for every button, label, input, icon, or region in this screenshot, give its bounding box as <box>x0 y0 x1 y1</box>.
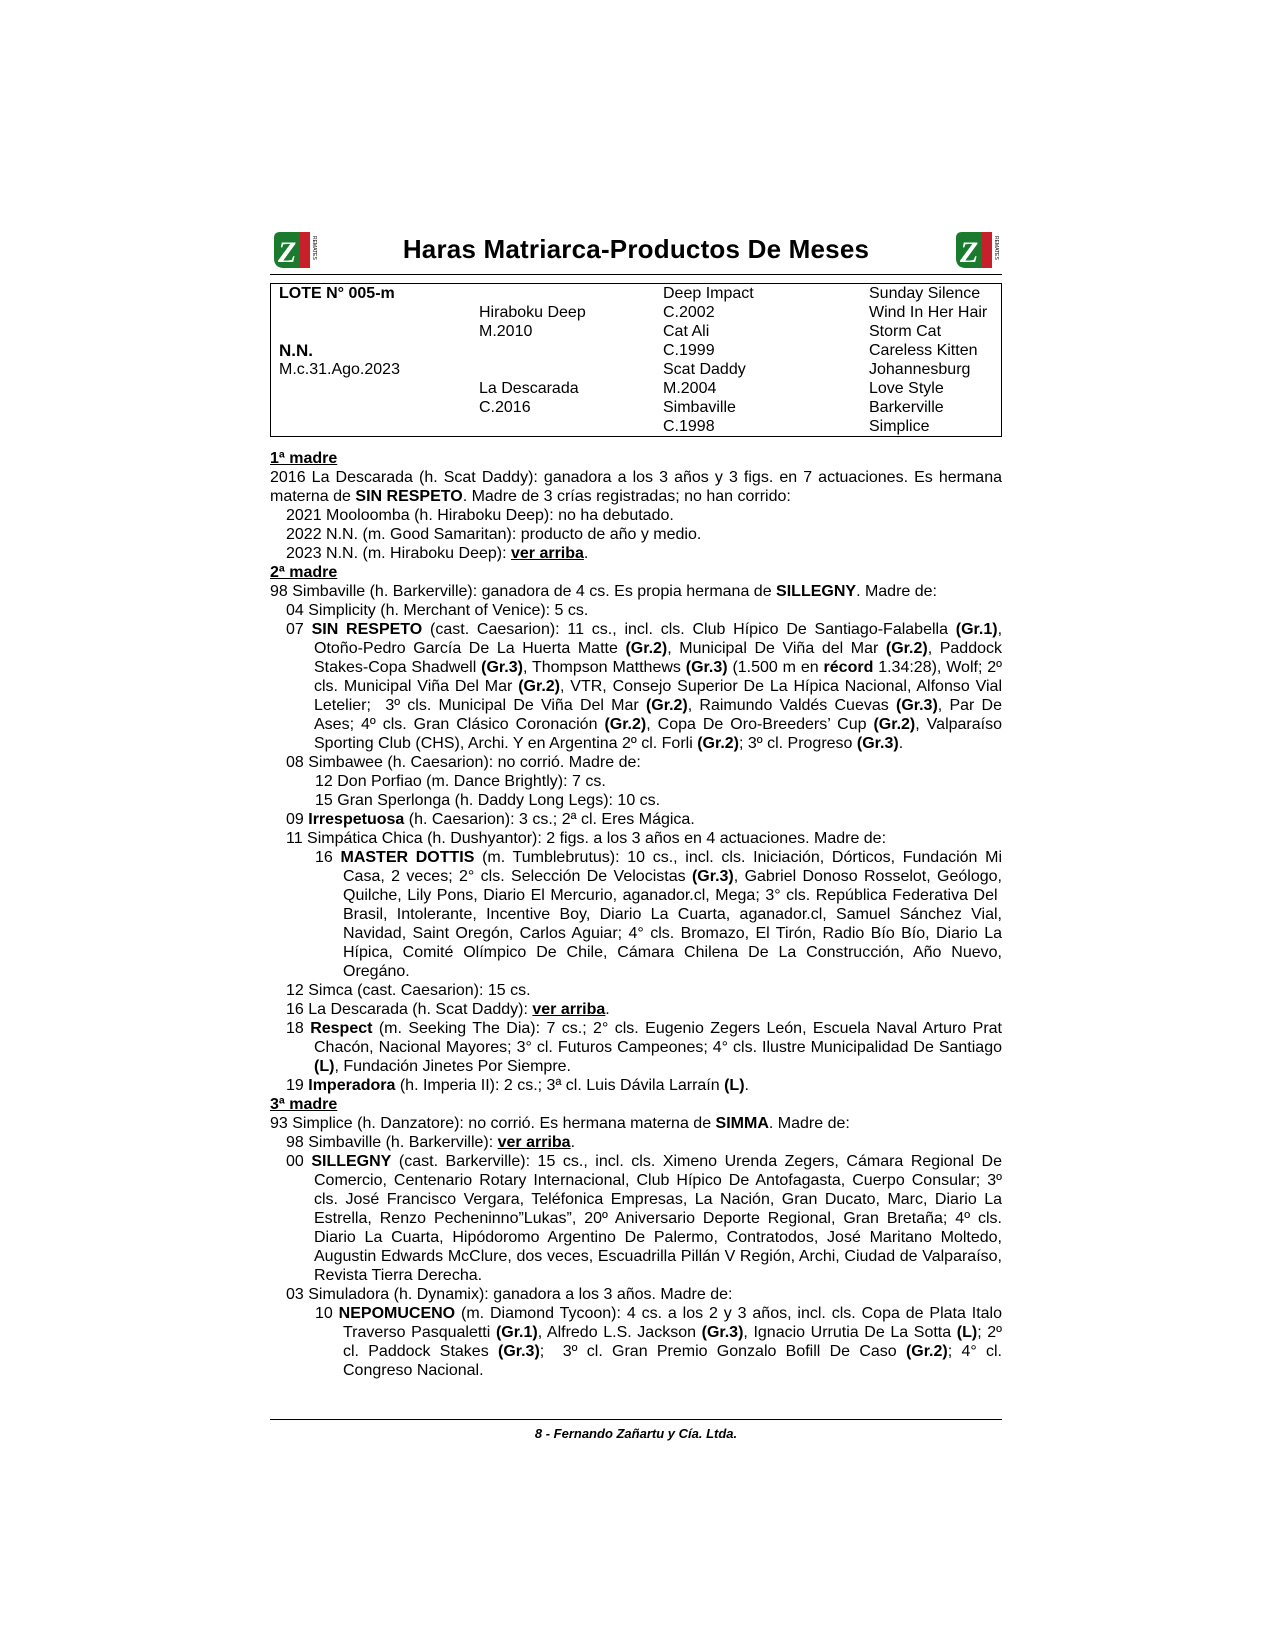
grandsire-2: Cat Ali <box>663 323 710 340</box>
family-text <box>270 449 1002 1380</box>
list-item: 12 Simca (cast. Caesarion): 15 cs. <box>286 982 531 999</box>
list-item: 98 Simbaville (h. Barkerville): ver arriba. <box>286 1134 576 1151</box>
list-item: 2022 N.N. (m. Good Samaritan): producto de año y medio. <box>286 526 702 543</box>
catalog-page <box>270 222 1002 1380</box>
list-item: 2021 Mooloomba (h. Hiraboku Deep): no ha debutado. <box>286 507 674 524</box>
grandsire-1-info: C.2002 <box>663 304 715 321</box>
list-item: 18 Respect (m. Seeking The Dia): 7 cs.; 2° cls. Eugenio Zegers León, Escuela Naval Arturo Prat Chacón, Nacional Mayores; 3° cl. Futuros Campeones; 4° cls. Ilustre Municipalidad De Santiago (L), Fundación Jinetes Por Siempre. <box>286 1020 1002 1075</box>
ggs-6: Love Style <box>869 380 944 397</box>
grandsire-3-info: M.2004 <box>663 380 717 397</box>
svg-text:Z: Z <box>278 236 297 269</box>
dam-info: C.2016 <box>479 399 531 416</box>
ggs-7: Barkerville <box>869 399 944 416</box>
horse-name: N.N. <box>279 341 313 360</box>
list-item: 00 SILLEGNY (cast. Barkerville): 15 cs., incl. cls. Ximeno Urenda Zegers, Cámara Regional De Comercio, Centenario Rotary Internacional, Club Hípico De Antofagasta, Cuerpo Consular; 3º cls. José Francisco Vergara, Teléfonica Empresas, La Nación, Gran Ducato, Marc, Diario La Estrella, Renzo Pecheninno”Lukas”, 20º Aniversario Deporte Regional, Gran Bretaña; 4º cls. Diario La Cuarta, Hipódoromo Argentino De Palermo, Contratodos, José Maritano Moltedo, Augustin Edwards McClure, dos veces, Escuadrilla Pillán V Región, Archi, Ciudad de Valparaíso, Revista Tierra Derecha. <box>286 1153 1003 1284</box>
grandsire-2-info: C.1999 <box>663 342 715 359</box>
page-header <box>270 222 1002 275</box>
section-heading: 1ª madre <box>270 450 338 467</box>
paragraph: 98 Simbaville (h. Barkerville): ganadora de 4 cs. Es propia hermana de SILLEGNY. Madre de: <box>270 583 937 600</box>
section-heading: 3ª madre <box>270 1096 338 1113</box>
list-item: 08 Simbawee (h. Caesarion): no corrió. Madre de: <box>286 754 641 771</box>
list-item: 10 NEPOMUCENO (m. Diamond Tycoon): 4 cs. a los 2 y 3 años, incl. cls. Copa de Plata Italo Traverso Pasqualetti (Gr.1), Alfredo L.S. Jackson (Gr.3), Ignacio Urrutia De La Sotta (L); 2º cl. Paddock Stakes (Gr.3); 3º cl. Gran Premio Gonzalo Bofill De Caso (Gr.2); 4° cl. Congreso Nacional. <box>315 1305 1003 1379</box>
ver-arriba-ref: ver arriba <box>532 1001 606 1018</box>
list-item: 04 Simplicity (h. Merchant of Venice): 5 cs. <box>286 602 589 619</box>
svg-text:REMATES: REMATES <box>993 236 999 260</box>
pedigree-table <box>270 283 1002 437</box>
list-item: 03 Simuladora (h. Dynamix): ganadora a los 3 años. Madre de: <box>286 1286 733 1303</box>
zanartu-logo-right <box>952 228 1002 272</box>
ver-arriba-ref: ver arriba <box>510 545 584 562</box>
horse-birth: M.c.31.Ago.2023 <box>279 361 400 378</box>
list-item: 16 MASTER DOTTIS (m. Tumblebrutus): 10 cs., incl. cls. Iniciación, Dórticos, Fundación Mi Casa, 2 veces; 2° cls. Selección De Velocistas (Gr.3), Gabriel Donoso Rosselot, Geólogo, Quilche, Lily Pons, Diario El Mercurio, aganador.cl, Mega; 3° cls. República Federativa Del Brasil, Intolerante, Incentive Boy, Diario La Cuarta, aganador.cl, Samuel Sánchez Vial, Navidad, Saint Oregón, Carlos Aguiar; 4° cls. Bromazo, El Tirón, Radio Bío Bío, Diario La Hípica, Comité Olímpico De Chile, Cámara Chilena De La Construcción, Año Nuevo, Oregáno. <box>315 849 1003 980</box>
paragraph: 2016 La Descarada (h. Scat Daddy): ganadora a los 3 años y 3 figs. en 7 actuaciones. Es hermana materna de SIN RESPETO. Madre de 3 crías registradas; no han corrido: <box>270 469 1002 505</box>
sire-name: Hiraboku Deep <box>479 304 586 321</box>
list-item: 09 Irrespetuosa (h. Caesarion): 3 cs.; 2ª cl. Eres Mágica. <box>286 811 695 828</box>
ggs-8: Simplice <box>869 418 930 435</box>
ver-arriba-ref: ver arriba <box>497 1134 571 1151</box>
list-item: 16 La Descarada (h. Scat Daddy): ver arriba. <box>286 1001 610 1018</box>
page-title: Haras Matriarca-Productos De Meses <box>402 234 870 264</box>
lot-number: LOTE N° 005-m <box>279 285 395 302</box>
ggs-1: Sunday Silence <box>869 285 981 302</box>
svg-text:Z: Z <box>960 236 979 269</box>
ggs-4: Careless Kitten <box>869 342 978 359</box>
ggs-2: Wind In Her Hair <box>869 304 988 321</box>
svg-text:REMATES: REMATES <box>311 236 317 260</box>
grandsire-3: Scat Daddy <box>663 361 746 378</box>
paragraph: 93 Simplice (h. Danzatore): no corrió. Es hermana materna de SIMMA. Madre de: <box>270 1115 850 1132</box>
list-item: 2023 N.N. (m. Hiraboku Deep): ver arriba. <box>286 545 589 562</box>
dam-name: La Descarada <box>479 380 579 397</box>
section-heading: 2ª madre <box>270 564 338 581</box>
grandsire-4: Simbaville <box>663 399 736 416</box>
grandsire-4-info: C.1998 <box>663 418 715 435</box>
ggs-3: Storm Cat <box>869 323 942 340</box>
list-item: 12 Don Porfiao (m. Dance Brightly): 7 cs. <box>315 773 606 790</box>
ggs-5: Johannesburg <box>869 361 971 378</box>
page-footer: 8 - Fernando Zañartu y Cía. Ltda. <box>270 1419 1002 1441</box>
list-item: 19 Imperadora (h. Imperia II): 2 cs.; 3ª cl. Luis Dávila Larraín (L). <box>286 1077 749 1094</box>
list-item: 07 SIN RESPETO (cast. Caesarion): 11 cs., incl. cls. Club Hípico De Santiago-Falabella (Gr.1), Otoño-Pedro García De La Huerta Matte (Gr.2), Municipal De Viña del Mar (Gr.2), Paddock Stakes-Copa Shadwell (Gr.3), Thompson Matthews (Gr.3) (1.500 m en récord 1.34:28), Wolf; 2º cls. Municipal Viña Del Mar (Gr.2), VTR, Consejo Superior De La Hípica Nacional, Alfonso Vial Letelier; 3º cls. Municipal De Viña Del Mar (Gr.2), Raimundo Valdés Cuevas (Gr.3), Par De Ases; 4º cls. Gran Clásico Coronación (Gr.2), Copa De Oro-Breeders’ Cup (Gr.2), Valparaíso Sporting Club (CHS), Archi. Y en Argentina 2º cl. Forli (Gr.2); 3º cl. Progreso (Gr.3). <box>286 621 1003 752</box>
sire-info: M.2010 <box>479 323 533 340</box>
grandsire-1: Deep Impact <box>663 285 754 302</box>
list-item: 11 Simpática Chica (h. Dushyantor): 2 figs. a los 3 años en 4 actuaciones. Madre de: <box>286 830 887 847</box>
list-item: 15 Gran Sperlonga (h. Daddy Long Legs): 10 cs. <box>315 792 661 809</box>
